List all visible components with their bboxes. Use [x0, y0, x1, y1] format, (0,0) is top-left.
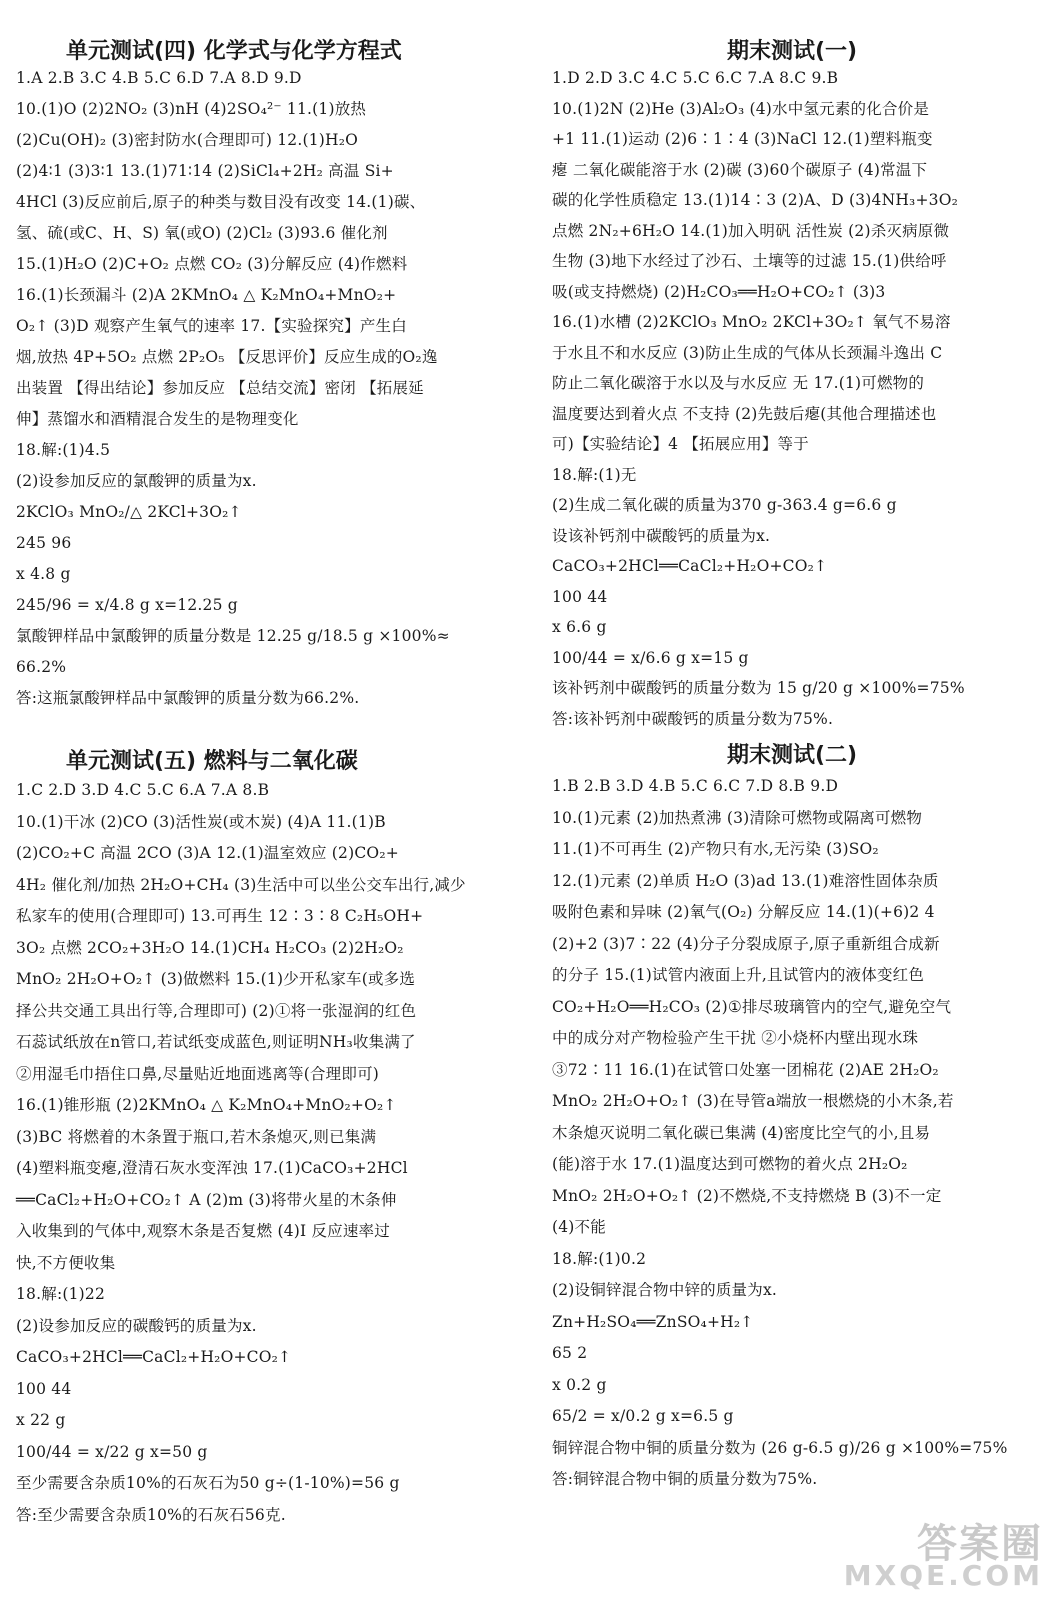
answer-line: 伸】蒸馏水和酒精混合发生的是物理变化: [16, 410, 299, 428]
answer-line: 吸附色素和异味 (2)氧气(O₂) 分解反应 14.(1)(+6)2 4: [552, 903, 935, 921]
answer-line: 设该补钙剂中碳酸钙的质量为x.: [552, 526, 771, 545]
answer-line: (2)设参加反应的碳酸钙的质量为x.: [16, 1316, 257, 1335]
answer-line: 吸(或支持燃烧) (2)H₂CO₃══H₂O+CO₂↑ (3)3: [552, 282, 886, 301]
answer-line: MnO₂ 2H₂O+O₂↑ (3)做燃料 15.(1)少开私家车(或多选: [16, 970, 416, 988]
answer-line: 65 2: [552, 1344, 588, 1362]
answer-line: CO₂+H₂O══H₂CO₃ (2)①排尽玻璃管内的空气,避免空气: [552, 997, 952, 1016]
answer-line: 防止二氧化碳溶于水以及与水反应 无 17.(1)可燃物的: [552, 374, 925, 392]
answer-line: ②用湿毛巾捂住口鼻,尽量贴近地面逃离等(合理即可): [16, 1064, 380, 1083]
answer-line: 100/44 = x/6.6 g x=15 g: [552, 648, 749, 667]
answer-line: 1.A 2.B 3.C 4.B 5.C 6.D 7.A 8.D 9.D: [16, 69, 302, 87]
answer-line: 瘪 二氧化碳能溶于水 (2)碳 (3)60个碳原子 (4)常温下: [552, 160, 928, 179]
answer-line: 15.(1)H₂O (2)C+O₂ 点燃 CO₂ (3)分解反应 (4)作燃料: [16, 255, 408, 273]
answer-line: x 22 g: [16, 1411, 66, 1429]
answer-line: 100/44 = x/22 g x=50 g: [16, 1442, 208, 1461]
right-column: [552, 0, 1040, 1600]
section-title-final2: 期末测试(二): [727, 743, 858, 768]
answer-line: (4)塑料瓶变瘪,澄清石灰水变浑浊 17.(1)CaCO₃+2HCl: [16, 1159, 408, 1177]
watermark-logo: [843, 1512, 1051, 1592]
answer-line: 氢、硫(或C、H、S) 氧(或O) (2)Cl₂ (3)93.6 催化剂: [16, 224, 388, 242]
answer-line: (2)CO₂+C 高温 2CO (3)A 12.(1)温室效应 (2)CO₂+: [16, 844, 399, 862]
answer-line: 石蕊试纸放在n管口,若试纸变成蓝色,则证明NH₃收集满了: [16, 1033, 416, 1051]
answer-line: 答:至少需要含杂质10%的石灰石56克.: [16, 1505, 286, 1524]
answer-line: 245/96 = x/4.8 g x=12.25 g: [16, 596, 238, 614]
answer-line: 10.(1)2N (2)He (3)Al₂O₃ (4)水中氢元素的化合价是: [552, 99, 930, 118]
answer-line: Zn+H₂SO₄══ZnSO₄+H₂↑: [552, 1312, 754, 1331]
answer-line: 中的成分对产物检验产生干扰 ②小烧杯内壁出现水珠: [552, 1029, 919, 1047]
answer-line: 12.(1)元素 (2)单质 H₂O (3)ad 13.(1)难溶性固体杂质: [552, 871, 939, 890]
answer-line: 18.解:(1)4.5: [16, 441, 111, 459]
answer-line: ══CaCl₂+H₂O+CO₂↑ A (2)m (3)将带火星的木条伸: [16, 1190, 397, 1209]
answer-line: 16.(1)长颈漏斗 (2)A 2KMnO₄ △ K₂MnO₄+MnO₂+: [16, 286, 397, 304]
answer-line: CaCO₃+2HCl══CaCl₂+H₂O+CO₂↑: [552, 557, 828, 575]
section-title-unit5: 单元测试(五) 燃料与二氧化碳: [66, 749, 358, 774]
answer-line: 100 44: [16, 1379, 72, 1398]
answer-line: 可)【实验结论】4 【拓展应用】等于: [552, 435, 809, 453]
answer-line: 碳的化学性质稳定 13.(1)14∶3 (2)A、D (3)4NH₃+3O₂: [552, 191, 959, 209]
left-column: [16, 0, 506, 1600]
answer-line: 于水且不和水反应 (3)防止生成的气体从长颈漏斗逸出 C: [552, 343, 943, 362]
answer-line: 18.解:(1)0.2: [552, 1249, 647, 1268]
watermark-text-top: 答案圈: [917, 1521, 1043, 1567]
answer-line: 答:铜锌混合物中铜的质量分数为75%.: [552, 1470, 818, 1488]
answer-line: 氯酸钾样品中氯酸钾的质量分数是 12.25 g/18.5 g ×100%≈: [16, 627, 450, 645]
answer-line: 1.D 2.D 3.C 4.C 5.C 6.C 7.A 8.C 9.B: [552, 69, 839, 87]
answer-line: x 6.6 g: [552, 618, 607, 636]
answer-line: +1 11.(1)运动 (2)6∶1∶4 (3)NaCl 12.(1)塑料瓶变: [552, 130, 933, 148]
answer-line: 10.(1)O (2)2NO₂ (3)nH (4)2SO₄²⁻ 11.(1)放热: [16, 100, 367, 118]
answer-line: 答:这瓶氯酸钾样品中氯酸钾的质量分数为66.2%.: [16, 689, 360, 707]
answer-line: MnO₂ 2H₂O+O₂↑ (3)在导管a端放一根燃烧的小木条,若: [552, 1092, 954, 1110]
answer-line: (2)设铜锌混合物中锌的质量为x.: [552, 1281, 778, 1299]
answer-line: 65/2 = x/0.2 g x=6.5 g: [552, 1407, 734, 1425]
answer-line: 出装置 【得出结论】参加反应 【总结交流】密闭 【拓展延: [16, 379, 424, 397]
section-title-final1: 期末测试(一): [727, 39, 858, 64]
answer-line: 择公共交通工具出行等,合理即可) (2)①将一张湿润的红色: [16, 1001, 417, 1020]
answer-line: (2)设参加反应的氯酸钾的质量为x.: [16, 472, 257, 490]
answer-line: x 0.2 g: [552, 1375, 607, 1394]
answer-line: MnO₂ 2H₂O+O₂↑ (2)不燃烧,不支持燃烧 B (3)不一定: [552, 1186, 942, 1205]
answer-line: ③72∶11 16.(1)在试管口处塞一团棉花 (2)AE 2H₂O₂: [552, 1060, 939, 1079]
answer-line: 1.C 2.D 3.D 4.C 5.C 6.A 7.A 8.B: [16, 781, 270, 799]
answer-line: 16.(1)水槽 (2)2KClO₃ MnO₂ 2KCl+3O₂↑ 氧气不易溶: [552, 313, 951, 331]
answer-line: 18.解:(1)无: [552, 465, 637, 484]
answer-line: 16.(1)锥形瓶 (2)2KMnO₄ △ K₂MnO₄+MnO₂+O₂↑: [16, 1096, 397, 1114]
answer-line: (2)+2 (3)7∶22 (4)分子分裂成原子,原子重新组合成新: [552, 934, 940, 953]
answer-line: (2)4∶1 (3)3∶1 13.(1)71∶14 (2)SiCl₄+2H₂ 高温 Si+: [16, 162, 394, 180]
answer-line: CaCO₃+2HCl══CaCl₂+H₂O+CO₂↑: [16, 1348, 292, 1366]
answer-line: 烟,放热 4P+5O₂ 点燃 2P₂O₅ 【反思评价】反应生成的O₂逸: [16, 348, 438, 366]
section-title-unit4: 单元测试(四) 化学式与化学方程式: [66, 39, 402, 64]
answer-line: 10.(1)元素 (2)加热煮沸 (3)清除可燃物或隔离可燃物: [552, 808, 923, 827]
answer-line: 私家车的使用(合理即可) 13.可再生 12∶3∶8 C₂H₅OH+: [16, 907, 424, 925]
answer-line: 温度要达到着火点 不支持 (2)先鼓后瘪(其他合理描述也: [552, 404, 937, 423]
answer-line: 1.B 2.B 3.D 4.B 5.C 6.C 7.D 8.B 9.D: [552, 777, 839, 795]
answer-line: 的分子 15.(1)试管内液面上升,且试管内的液体变红色: [552, 966, 925, 984]
answer-line: 18.解:(1)22: [16, 1285, 106, 1303]
answer-line: 2KClO₃ MnO₂/△ 2KCl+3O₂↑: [16, 503, 242, 521]
answer-line: x 4.8 g: [16, 565, 71, 583]
answer-line: 4HCl (3)反应前后,原子的种类与数目没有改变 14.(1)碳、: [16, 193, 426, 211]
answer-line: 至少需要含杂质10%的石灰石为50 g÷(1-10%)=56 g: [16, 1474, 400, 1492]
answer-line: (能)溶于水 17.(1)温度达到可燃物的着火点 2H₂O₂: [552, 1155, 908, 1173]
answer-line: (2)生成二氧化碳的质量为370 g-363.4 g=6.6 g: [552, 496, 897, 514]
answer-line: 100 44: [552, 587, 608, 606]
answer-line: 10.(1)干冰 (2)CO (3)活性炭(或木炭) (4)A 11.(1)B: [16, 812, 386, 831]
answer-line: O₂↑ (3)D 观察产生氧气的速率 17.【实验探究】产生白: [16, 317, 407, 335]
answer-line: 铜锌混合物中铜的质量分数为 (26 g-6.5 g)/26 g ×100%=75%: [552, 1438, 1008, 1457]
answer-line: 11.(1)不可再生 (2)产物只有水,无污染 (3)SO₂: [552, 840, 879, 858]
answer-line: 快,不方便收集: [16, 1253, 116, 1272]
answer-line: (3)BC 将燃着的木条置于瓶口,若木条熄灭,则已集满: [16, 1127, 377, 1146]
answer-line: 245 96: [16, 534, 72, 552]
answer-line: 答:该补钙剂中碳酸钙的质量分数为75%.: [552, 709, 834, 728]
answer-line: 该补钙剂中碳酸钙的质量分数为 15 g/20 g ×100%=75%: [552, 679, 965, 697]
answer-line: 木条熄灭说明二氧化碳已集满 (4)密度比空气的小,且易: [552, 1123, 931, 1142]
answer-line: 66.2%: [16, 658, 67, 676]
answer-line: 4H₂ 催化剂/加热 2H₂O+CH₄ (3)生活中可以坐公交车出行,减少: [16, 875, 466, 894]
answer-line: 入收集到的气体中,观察木条是否复燃 (4)Ⅰ 反应速率过: [16, 1222, 390, 1240]
answer-line: (2)Cu(OH)₂ (3)密封防水(合理即可) 12.(1)H₂O: [16, 131, 359, 149]
answer-line: 生物 (3)地下水经过了沙石、土壤等的过滤 15.(1)供给呼: [552, 252, 947, 270]
watermark-text-bottom: MXQE.COM: [843, 1559, 1043, 1592]
answer-line: 点燃 2N₂+6H₂O 14.(1)加入明矾 活性炭 (2)杀灭病原微: [552, 221, 950, 240]
answer-line: 3O₂ 点燃 2CO₂+3H₂O 14.(1)CH₄ H₂CO₃ (2)2H₂O₂: [16, 938, 404, 957]
answer-line: (4)不能: [552, 1218, 606, 1236]
